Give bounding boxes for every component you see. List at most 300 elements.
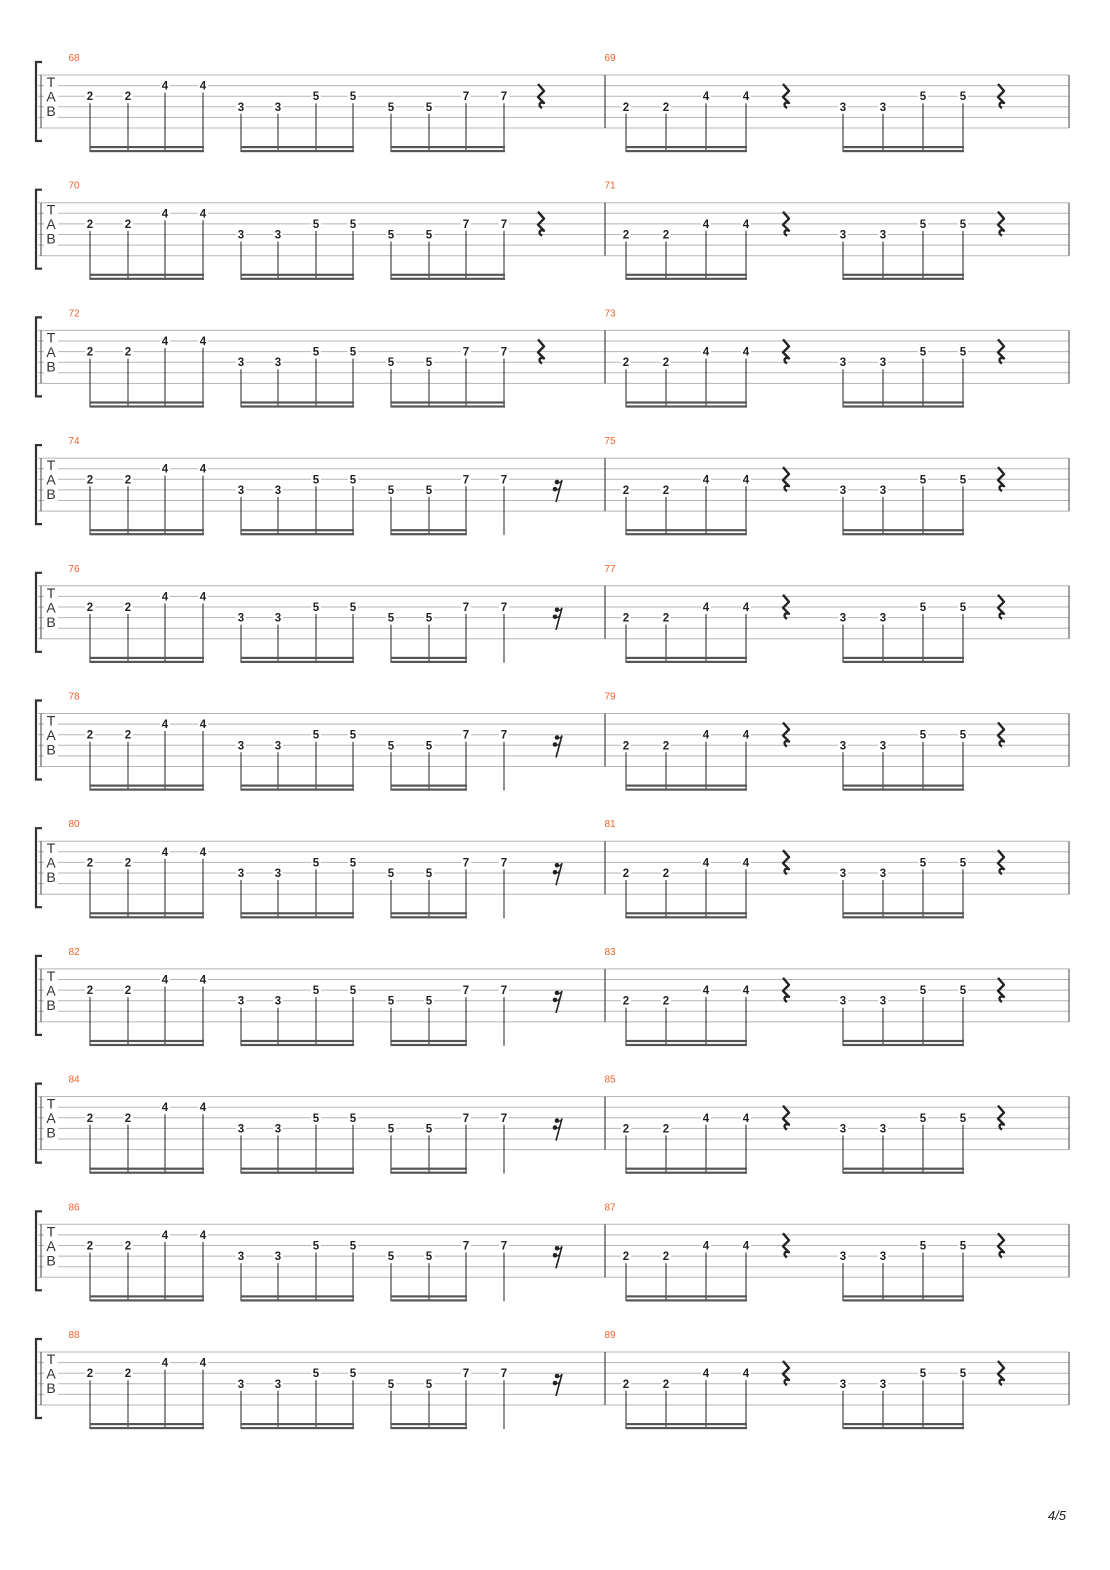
beam: [626, 785, 747, 787]
fret-number: 5: [387, 612, 395, 625]
tab-clef-letter: T: [46, 1223, 56, 1240]
beam: [391, 405, 505, 407]
fret-number: 2: [662, 101, 670, 114]
beam: [391, 1168, 467, 1170]
fret-number: 2: [662, 229, 670, 242]
fret-number: 3: [274, 868, 282, 880]
fret-number: 2: [86, 474, 94, 487]
fret-number: 5: [349, 1368, 357, 1381]
beam: [391, 1172, 467, 1174]
fret-number: 5: [349, 857, 357, 870]
beam: [843, 1044, 964, 1046]
tab-clef-letter: B: [46, 613, 56, 630]
fret-number: 5: [312, 1368, 320, 1381]
beam: [90, 401, 204, 403]
fret-number: 5: [387, 995, 395, 1008]
fret-number: 5: [919, 857, 927, 870]
beam: [241, 1427, 354, 1429]
fret-number: 2: [622, 740, 630, 753]
beam: [241, 401, 354, 403]
fret-number: 2: [124, 857, 132, 870]
fret-number: 2: [86, 1112, 94, 1125]
fret-number: 3: [274, 1251, 282, 1264]
tab-system: [36, 53, 1069, 152]
beam: [626, 916, 747, 918]
tab-clef-letter: T: [46, 967, 56, 984]
beam: [391, 661, 467, 663]
fret-number: 4: [742, 1112, 750, 1125]
beam: [843, 1040, 964, 1042]
beam: [391, 278, 505, 280]
fret-number: 2: [86, 985, 94, 998]
beam: [90, 1299, 204, 1301]
beam: [90, 274, 204, 276]
fret-number: 7: [462, 91, 470, 104]
fret-number: 4: [702, 602, 710, 614]
measure: [85, 718, 562, 791]
fret-number: 2: [124, 346, 132, 359]
fret-number: 3: [274, 612, 282, 625]
fret-number: 2: [662, 1123, 670, 1136]
fret-number: 2: [622, 357, 630, 370]
measure-number: 87: [604, 1202, 616, 1214]
fret-number: 5: [312, 91, 320, 104]
fret-number: 7: [500, 1112, 508, 1125]
beam: [843, 789, 964, 791]
beam: [241, 405, 354, 407]
fret-number: 5: [312, 474, 320, 487]
fret-number: 3: [879, 229, 887, 242]
fret-number: 5: [349, 985, 357, 998]
beam: [241, 661, 354, 663]
measure-number: 77: [604, 563, 616, 575]
fret-number: 4: [199, 846, 207, 859]
fret-number: 4: [199, 463, 207, 476]
beam: [843, 1295, 964, 1297]
fret-number: 5: [959, 1368, 967, 1381]
beam: [90, 150, 204, 152]
fret-number: 5: [349, 602, 357, 614]
beam: [90, 1040, 204, 1042]
beam: [843, 405, 964, 407]
beam: [843, 785, 964, 787]
tab-system: [36, 819, 1069, 918]
beam: [843, 916, 964, 918]
fret-number: 5: [959, 346, 967, 359]
fret-number: 4: [199, 80, 207, 93]
fret-number: 5: [349, 346, 357, 359]
fret-number: 3: [879, 995, 887, 1008]
fret-number: 5: [425, 740, 433, 753]
sixteenth-rest-icon: [553, 863, 562, 885]
fret-number: 3: [274, 740, 282, 753]
fret-number: 2: [124, 729, 132, 742]
fret-number: 4: [742, 474, 750, 487]
tab-system: [36, 1075, 1069, 1174]
fret-number: 5: [919, 729, 927, 742]
fret-number: 2: [662, 868, 670, 880]
fret-number: 5: [425, 229, 433, 242]
beam: [391, 529, 467, 531]
fret-number: 7: [500, 218, 508, 231]
fret-number: 5: [425, 101, 433, 114]
fret-number: 5: [312, 218, 320, 231]
fret-number: 2: [662, 357, 670, 370]
beam: [90, 529, 204, 531]
fret-number: 3: [839, 1251, 847, 1264]
beam: [626, 401, 747, 403]
fret-number: 4: [702, 1240, 710, 1253]
beam: [391, 146, 505, 148]
fret-number: 3: [237, 995, 245, 1008]
fret-number: 5: [387, 484, 395, 497]
beam: [626, 1299, 747, 1301]
fret-number: 5: [919, 602, 927, 614]
measure-number: 75: [604, 436, 616, 448]
beam: [90, 405, 204, 407]
beam: [391, 916, 467, 918]
tab-system: [36, 181, 1069, 280]
measure: [85, 590, 562, 663]
beam: [241, 912, 354, 914]
fret-number: 5: [387, 1251, 395, 1264]
fret-number: 3: [839, 868, 847, 880]
beam: [843, 1172, 964, 1174]
beam: [90, 785, 204, 787]
fret-number: 2: [662, 995, 670, 1008]
beam: [90, 533, 204, 535]
fret-number: 7: [462, 729, 470, 742]
beam: [241, 150, 354, 152]
fret-number: 5: [425, 1123, 433, 1136]
beam: [626, 274, 747, 276]
tab-clef-letter: A: [46, 216, 56, 233]
fret-number: 3: [274, 995, 282, 1008]
beam: [626, 661, 747, 663]
beam: [391, 274, 505, 276]
fret-number: 5: [919, 91, 927, 104]
measure: [621, 1233, 1004, 1301]
fret-number: 5: [425, 612, 433, 625]
beam: [241, 1172, 354, 1174]
beam: [843, 529, 964, 531]
fret-number: 3: [274, 229, 282, 242]
measure: [85, 335, 544, 408]
measure-number: 74: [68, 436, 80, 448]
fret-number: 4: [199, 591, 207, 604]
fret-number: 5: [387, 357, 395, 370]
tab-clef-letter: T: [46, 584, 56, 601]
beam: [626, 529, 747, 531]
tab-clef-letter: A: [46, 727, 56, 743]
rest-flag-dot: [553, 1125, 558, 1130]
fret-number: 2: [86, 602, 94, 614]
beam: [626, 278, 747, 280]
beam: [391, 912, 467, 914]
fret-number: 5: [959, 1240, 967, 1253]
fret-number: 2: [662, 1378, 670, 1391]
fret-number: 7: [462, 346, 470, 359]
beam: [90, 1295, 204, 1297]
beam: [626, 1168, 747, 1170]
fret-number: 5: [919, 346, 927, 359]
fret-number: 3: [839, 101, 847, 114]
fret-number: 2: [124, 985, 132, 998]
measure: [621, 339, 1004, 407]
tab-clef-letter: A: [46, 599, 56, 616]
measure: [85, 974, 562, 1047]
fret-number: 3: [237, 357, 245, 370]
tab-clef-letter: T: [46, 712, 56, 729]
fret-number: 7: [500, 474, 508, 487]
beam: [391, 1423, 467, 1425]
fret-number: 4: [161, 1229, 169, 1242]
fret-number: 3: [839, 740, 847, 753]
fret-number: 5: [349, 474, 357, 487]
fret-number: 5: [312, 1112, 320, 1125]
fret-number: 3: [237, 484, 245, 497]
fret-number: 7: [500, 602, 508, 614]
fret-number: 3: [237, 1251, 245, 1264]
beam: [843, 278, 964, 280]
fret-number: 2: [86, 218, 94, 231]
measure: [621, 467, 1004, 535]
fret-number: 5: [312, 857, 320, 870]
beam: [626, 405, 747, 407]
tab-clef-letter: B: [46, 486, 56, 503]
fret-number: 2: [622, 484, 630, 497]
beam: [626, 1295, 747, 1297]
fret-number: 2: [662, 484, 670, 497]
sixteenth-rest-icon: [553, 608, 562, 630]
sixteenth-rest-icon: [553, 1246, 562, 1268]
fret-number: 5: [312, 729, 320, 742]
measure: [621, 978, 1004, 1046]
beam: [241, 1044, 354, 1046]
fret-number: 2: [662, 612, 670, 625]
tab-clef-letter: B: [46, 103, 56, 119]
fret-number: 5: [959, 218, 967, 231]
measure: [85, 463, 562, 536]
fret-number: 4: [702, 218, 710, 231]
tab-clef-letter: T: [46, 201, 56, 218]
fret-number: 5: [387, 101, 395, 114]
fret-number: 7: [462, 857, 470, 870]
fret-number: 4: [199, 1102, 207, 1115]
measure-number: 76: [68, 563, 80, 575]
beam: [626, 657, 747, 659]
fret-number: 5: [919, 1112, 927, 1125]
fret-number: 7: [462, 474, 470, 487]
tab-system: [36, 436, 1069, 535]
fret-number: 5: [349, 218, 357, 231]
fret-number: 3: [839, 1378, 847, 1391]
measure-number: 72: [68, 308, 80, 320]
beam: [241, 657, 354, 659]
fret-number: 5: [919, 985, 927, 998]
fret-number: 2: [124, 602, 132, 614]
fret-number: 3: [879, 1378, 887, 1391]
beam: [843, 146, 964, 148]
fret-number: 2: [124, 1368, 132, 1381]
measure: [85, 846, 562, 919]
fret-number: 4: [702, 91, 710, 104]
tab-clef-letter: T: [46, 1351, 56, 1367]
fret-number: 4: [702, 1368, 710, 1381]
fret-number: 4: [742, 1368, 750, 1381]
fret-number: 5: [387, 740, 395, 753]
measure: [621, 850, 1004, 918]
fret-number: 4: [161, 208, 169, 221]
fret-number: 5: [387, 1123, 395, 1136]
measure-number: 89: [604, 1330, 616, 1341]
beam: [241, 529, 354, 531]
fret-number: 2: [622, 1251, 630, 1264]
fret-number: 4: [161, 1102, 169, 1115]
fret-number: 5: [425, 484, 433, 497]
fret-number: 2: [662, 1251, 670, 1264]
beam: [391, 789, 467, 791]
beam: [90, 1044, 204, 1046]
fret-number: 3: [879, 1251, 887, 1264]
fret-number: 2: [86, 346, 94, 359]
fret-number: 4: [161, 846, 169, 859]
fret-number: 2: [662, 740, 670, 753]
fret-number: 5: [919, 1240, 927, 1253]
fret-number: 2: [622, 1378, 630, 1391]
beam: [241, 785, 354, 787]
fret-number: 5: [959, 602, 967, 614]
fret-number: 4: [702, 857, 710, 870]
beam: [90, 912, 204, 914]
fret-number: 4: [702, 985, 710, 998]
beam: [843, 657, 964, 659]
fret-number: 2: [124, 91, 132, 104]
beam: [241, 916, 354, 918]
fret-number: 3: [879, 357, 887, 370]
beam: [843, 533, 964, 535]
fret-number: 7: [500, 857, 508, 870]
fret-number: 4: [702, 346, 710, 359]
tab-clef-letter: B: [46, 1252, 56, 1269]
sixteenth-rest-icon: [553, 1118, 562, 1140]
measure: [621, 723, 1004, 791]
fret-number: 2: [622, 101, 630, 114]
measure: [85, 1357, 562, 1430]
tab-system: [36, 564, 1069, 663]
measure-number: 88: [68, 1330, 80, 1341]
fret-number: 2: [86, 1240, 94, 1253]
beam: [391, 785, 467, 787]
measure-number: 79: [604, 691, 616, 703]
fret-number: 5: [387, 229, 395, 242]
fret-number: 5: [425, 868, 433, 880]
rest-flag-dot: [555, 1118, 560, 1123]
sixteenth-rest-icon: [553, 1374, 562, 1396]
measure-number: 81: [604, 819, 616, 831]
fret-number: 4: [742, 985, 750, 998]
fret-number: 4: [199, 719, 207, 732]
fret-number: 3: [237, 868, 245, 880]
beam: [626, 1172, 747, 1174]
sixteenth-rest-icon: [553, 991, 562, 1013]
tab-clef-letter: A: [46, 982, 56, 999]
beam: [391, 657, 467, 659]
beam: [843, 401, 964, 403]
fret-number: 3: [879, 1123, 887, 1136]
fret-number: 2: [622, 229, 630, 242]
beam: [843, 1299, 964, 1301]
beam: [391, 533, 467, 535]
beam: [90, 1423, 204, 1425]
fret-number: 4: [199, 974, 207, 987]
beam: [241, 274, 354, 276]
beam: [90, 916, 204, 918]
beam: [843, 661, 964, 663]
fret-number: 5: [312, 346, 320, 359]
fret-number: 3: [237, 740, 245, 753]
fret-number: 2: [124, 1112, 132, 1125]
fret-number: 5: [959, 474, 967, 487]
measure: [85, 1229, 562, 1302]
tab-clef-letter: T: [46, 329, 56, 346]
measure-number: 83: [604, 946, 616, 958]
fret-number: 3: [237, 229, 245, 242]
fret-number: 5: [349, 1112, 357, 1125]
tab-clef-letter: B: [46, 741, 56, 758]
fret-number: 4: [742, 729, 750, 742]
fret-number: 3: [879, 101, 887, 114]
fret-number: 2: [622, 868, 630, 880]
fret-number: 3: [237, 101, 245, 114]
fret-number: 3: [274, 101, 282, 114]
fret-number: 4: [702, 1112, 710, 1125]
fret-number: 7: [500, 346, 508, 359]
fret-number: 3: [879, 868, 887, 880]
beam: [626, 1040, 747, 1042]
fret-number: 2: [622, 612, 630, 625]
tab-system: [36, 1202, 1069, 1301]
fret-number: 4: [161, 1357, 169, 1370]
tab-clef-letter: T: [46, 840, 56, 857]
measure: [85, 1101, 562, 1174]
fret-number: 4: [742, 602, 750, 614]
tab-clef-letter: B: [46, 230, 56, 247]
fret-number: 5: [919, 474, 927, 487]
fret-number: 5: [425, 995, 433, 1008]
measure-number: 84: [68, 1074, 80, 1086]
fret-number: 5: [959, 1112, 967, 1125]
fret-number: 3: [237, 1123, 245, 1136]
tab-clef-letter: B: [46, 996, 56, 1013]
beam: [90, 657, 204, 659]
fret-number: 5: [959, 91, 967, 104]
beam: [90, 1427, 204, 1429]
fret-number: 3: [839, 612, 847, 625]
measure-number: 68: [68, 53, 80, 64]
fret-number: 5: [425, 1378, 433, 1391]
fret-number: 4: [161, 463, 169, 476]
fret-number: 4: [742, 1240, 750, 1253]
fret-number: 5: [349, 1240, 357, 1253]
beam: [391, 1427, 467, 1429]
measure: [85, 80, 544, 153]
measure: [621, 1361, 1004, 1429]
fret-number: 7: [500, 1240, 508, 1253]
tab-clef-letter: A: [46, 1365, 56, 1382]
beam: [391, 150, 505, 152]
tab-clef-letter: T: [46, 74, 56, 90]
